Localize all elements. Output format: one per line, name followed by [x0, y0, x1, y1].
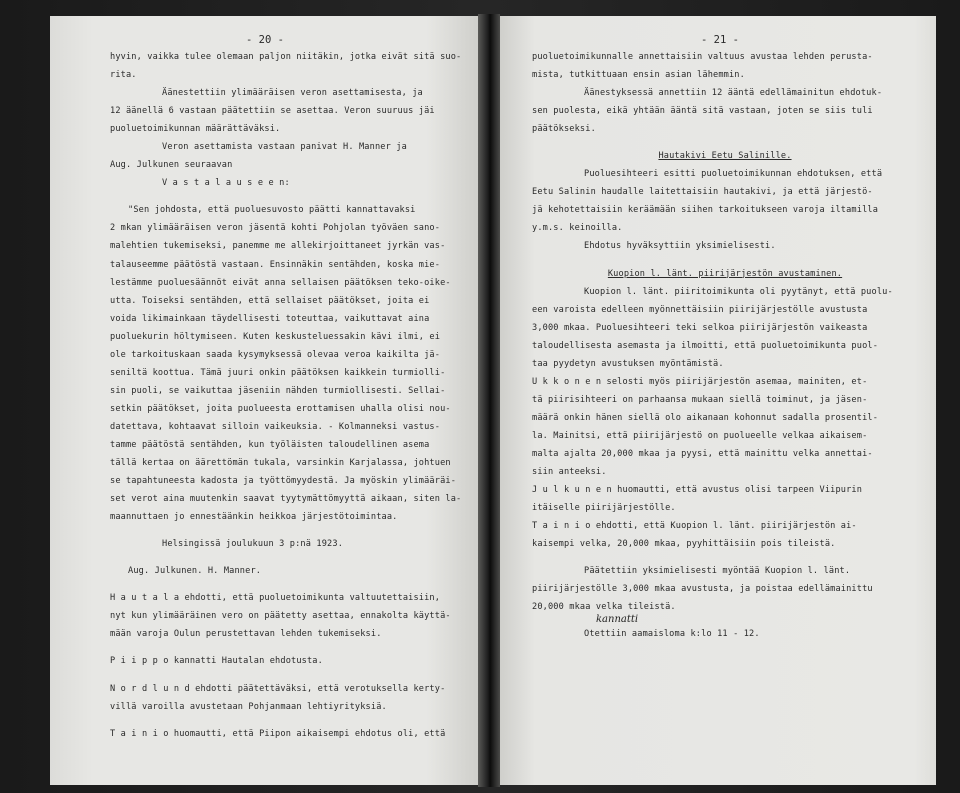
right-page-text-line: la. Mainitsi, että piirijärjestö on puolueelle velkaa aikaisem- — [532, 430, 868, 441]
right-page-text-line: 3,000 mkaa. Puoluesihteeri teki selkoa piirijärjestön vaikeasta — [532, 322, 868, 333]
book-gutter — [478, 14, 500, 787]
left-page-text-line — [110, 526, 460, 535]
left-page-text-line: 12 äänellä 6 vastaan päätettiin se asettaa. Veron suuruus jäi — [110, 106, 435, 117]
right-page-text-line: y.m.s. keinoilla. — [532, 223, 623, 234]
right-page-text-line: 20,000 mkaa velka tileistä. — [532, 602, 676, 613]
right-page-text-line: Kuopion l. länt. piirijärjestön avustaminen. — [607, 268, 843, 279]
left-page-text-line: Äänestettiin ylimääräisen veron asettamisesta, ja — [162, 88, 423, 99]
left-page-text-line: set verot aina muutenkin saavat tyytymättömyyttä aikaan, siten la- — [110, 494, 462, 505]
handwritten-correction: kannatti — [596, 614, 639, 625]
left-page-text-line: hyvin, vaikka tulee olemaan paljon niitäkin, jotka eivät sitä suo- — [110, 52, 462, 62]
right-page-text-line: tä piirisihteeri on parhaansa mukaan siellä toiminut, ja jäsen- — [532, 394, 868, 405]
left-page-text-line: puoluetoimikunnan määrättäväksi. — [110, 124, 281, 135]
left-page-text-line: V a s t a l a u s e e n: — [162, 178, 290, 189]
left-page-text-line: ole tarkoituskaan saada kysymyksessä olevaa veroa kaikilta jä- — [110, 349, 441, 360]
left-page-text-line: H a u t a l a ehdotti, että puoluetoimikunta valtuutettaisiin, — [110, 593, 441, 604]
left-page-text-line — [110, 192, 460, 201]
left-page-text-line: voida likimainkaan täydellisesti toteuttaa, vaikuttavat aina — [110, 313, 430, 324]
left-page-text-line: lestämme puoluesäännöt eivät anna sellaisen päätöksen teko-oike- — [110, 277, 451, 288]
right-page-text-line — [532, 616, 918, 625]
left-page-text-line — [110, 671, 460, 680]
right-page-text-line: Kuopion l. länt. piiritoimikunta oli pyytänyt, että puolu- — [584, 286, 893, 297]
right-page-text-line: päätökseksi. — [532, 124, 596, 135]
left-page-text-line: seniltä koottua. Tämä juuri onkin päätöksen kaikkein turmiolli- — [110, 367, 446, 378]
right-page-text-line: Eetu Salinin haudalle laitettaisiin hautakivi, ja että järjestö- — [532, 187, 873, 198]
left-page-text-line: talauseemme päätöstä vastaan. Ensinnäkin sentähden, koska mie- — [110, 259, 441, 270]
right-page-text-line: kaisempi velka, 20,000 mkaa, pyyhittäisiin pois tileistä. — [532, 539, 836, 550]
left-page-text-line: mään varoja Oulun perustettavan lehden tukemiseksi. — [110, 629, 382, 640]
left-page-text-line: N o r d l u n d ehdotti päätettäväksi, että verotuksella kerty- — [110, 683, 446, 694]
right-page-text-line: mista, tutkittuaan ensin asian lähemmin. — [532, 70, 745, 81]
right-page-text-line: määrä onkin hänen siellä olo aikanaan kohonnut sadalla prosentil- — [532, 412, 879, 423]
right-page-text — [532, 48, 918, 643]
left-page-text-line: Aug. Julkunen seuraavan — [110, 160, 233, 171]
right-page-text-line: Päätettiin yksimielisesti myöntää Kuopion l. länt. — [584, 566, 851, 577]
left-page-text-line: malehtien tukemiseksi, panemme me allekirjoittaneet jyrkän vas- — [110, 241, 446, 252]
right-page-text-line: taloudellisesta asemasta ja ilmoitti, että puoluetoimikunta puol- — [532, 340, 879, 351]
page-number-right: - 21 - — [701, 34, 739, 46]
right-page-text-line: T a i n i o ehdotti, että Kuopion l. länt. piirijärjestön ai- — [532, 521, 857, 532]
right-page-text-line: malta ajalta 20,000 mkaa ja pyysi, että mainittu velka annettai- — [532, 448, 873, 459]
right-page-text-line: taa pyydetyn avustuksen myöntämistä. — [532, 358, 724, 369]
right-page-text-line: piirijärjestölle 3,000 mkaa avustusta, ja poistaa edellämainittu — [532, 584, 873, 595]
left-page-text-line — [110, 643, 460, 652]
left-page-text — [110, 48, 460, 743]
left-page-text-line: tamme päätöstä sentähden, kun työläisten taloudellinen asema — [110, 439, 430, 450]
left-page-text-line: T a i n i o huomautti, että Piipon aikaisempi ehdotus oli, että — [110, 728, 446, 739]
left-page-text-line: tällä kertaa on äärettömän tukala, varsinkin Karjalassa, johtuen — [110, 458, 451, 469]
left-page-text-line: rita. — [110, 70, 137, 81]
right-page-text-line — [532, 256, 918, 265]
right-page-text-line: J u l k u n e n huomautti, että avustus olisi tarpeen Viipurin — [532, 485, 863, 496]
right-page-text-line: Äänestyksessä annettiin 12 ääntä edellämainitun ehdotuk- — [584, 88, 883, 99]
left-page-text-line: "Sen johdosta, että puoluesuvosto päätti kannattavaksi — [128, 205, 416, 216]
right-page-text-line: sen puolesta, eikä yhtään ääntä sitä vastaan, joten se siis tuli — [532, 106, 873, 117]
left-page-text-line: Helsingissä joulukuun 3 p:nä 1923. — [162, 539, 344, 550]
left-page-text-line: utta. Toiseksi sentähden, että sellaiset päätökset, joita ei — [110, 295, 430, 306]
right-page-text-line: jä kehotettaisiin keräämään siihen tarkoitukseen varoja iltamilla — [532, 205, 879, 216]
left-page-text-line: setkin päätökset, joita puolueesta erottamisen uhalla olisi nou- — [110, 403, 451, 414]
left-page-text-line: puoluekurin höltymiseen. Kuten keskusteluessakin kävi ilmi, ei — [110, 331, 441, 342]
right-page-text-line: Hautakivi Eetu Salinille. — [658, 151, 792, 162]
right-page-text-line: U k k o n e n selosti myös piirijärjestön asemaa, mainiten, et- — [532, 376, 868, 387]
left-page-text-line: nyt kun ylimääräinen vero on päätetty asettaa, ennakolta käyttä- — [110, 611, 451, 622]
right-page-text-line: itäiselle piirijärjestölle. — [532, 503, 676, 514]
left-page — [50, 16, 478, 785]
left-page-text-line — [110, 580, 460, 589]
left-page-text-line — [110, 716, 460, 725]
page-number-left: - 20 - — [246, 34, 284, 46]
right-page-text-line: Ehdotus hyväksyttiin yksimielisesti. — [584, 241, 776, 252]
right-page-text-line: Puoluesihteeri esitti puoluetoimikunnan ehdotuksen, että — [584, 169, 883, 180]
right-page-text-line: Otettiin aamaisloma k:lo 11 - 12. — [584, 629, 760, 640]
left-page-text-line: villä varoilla avustetaan Pohjanmaan lehtiyrityksiä. — [110, 701, 387, 712]
left-page-text-line: Veron asettamista vastaan panivat H. Manner ja — [162, 142, 407, 153]
left-page-text-line: maannuttaen jo ennestäänkin heikkoa järjestötoimintaa. — [110, 512, 398, 523]
right-page-text-line: een varoista edelleen myönnettäisiin piirijärjestölle avustusta — [532, 304, 868, 315]
right-page — [500, 16, 936, 785]
left-page-text-line: Aug. Julkunen. H. Manner. — [128, 566, 262, 577]
right-page-text-line: siin anteeksi. — [532, 467, 607, 478]
left-page-text-line: 2 mkan ylimääräisen veron jäsentä kohti Pohjolan työväen sano- — [110, 223, 441, 234]
left-page-text-line: sin puoli, se vaikuttaa jäseniin nähden turmiollisesti. Sellai- — [110, 385, 446, 396]
left-page-text-line — [110, 553, 460, 562]
left-page-text-line: se tapahtuneesta kadosta ja työttömyydestä. Ja myöskin ylimääräi- — [110, 476, 457, 487]
right-page-text-line — [532, 138, 918, 147]
left-page-text-line: P i i p p o kannatti Hautalan ehdotusta. — [110, 656, 323, 667]
right-page-text-line — [532, 553, 918, 562]
right-page-text-line: puoluetoimikunnalle annettaisiin valtuus avustaa lehden perusta- — [532, 52, 873, 62]
left-page-text-line: datettava, kohtaavat silloin vaikeuksia. - Kolmanneksi vastus- — [110, 421, 441, 432]
